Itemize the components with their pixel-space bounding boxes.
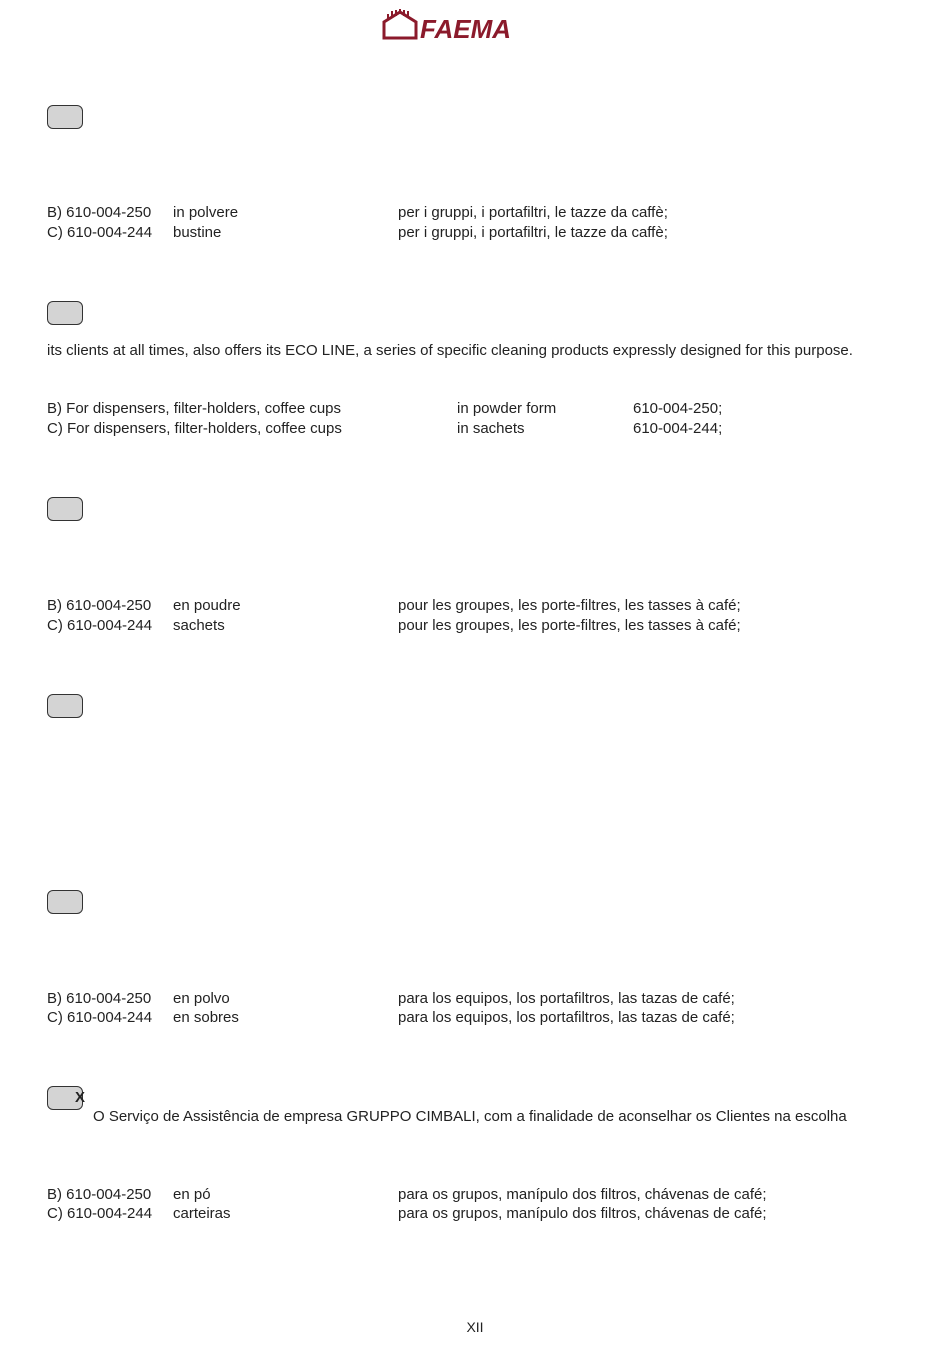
row-form: en sobres	[173, 1009, 239, 1026]
row-form: sachets	[173, 617, 225, 634]
row-code: C) 610-004-244	[47, 617, 153, 634]
brand-text: FAEMA	[420, 14, 511, 42]
row-use: para los equipos, los portafiltros, las tazas de café;	[398, 990, 735, 1007]
row-form: in polvere	[173, 204, 239, 221]
row-code: C) 610-004-244	[47, 224, 153, 241]
language-badge-fr	[47, 497, 83, 521]
faema-logo-mark	[382, 8, 570, 42]
section-intro: its clients at all times, also offers its ECO LINE, a series of specific cleaning products expressly designed for this purpose.	[47, 342, 853, 359]
language-badge-es	[47, 890, 83, 914]
row-code: B) 610-004-250	[47, 597, 152, 614]
row-code: B) 610-004-250	[47, 1186, 152, 1203]
row-use: per i gruppi, i portafiltri, le tazze da caffè;	[398, 224, 668, 241]
row-code: 610-004-250;	[633, 400, 723, 417]
row-form: bustine	[173, 224, 222, 241]
row-code: 610-004-244;	[633, 420, 723, 437]
row-form: en poudre	[173, 597, 241, 614]
row-code: C) 610-004-244	[47, 1205, 153, 1222]
row-form: en pó	[173, 1186, 211, 1203]
language-badge-en	[47, 301, 83, 325]
row-form: in powder form	[457, 400, 557, 417]
section-intro: O Serviço de Assistência de empresa GRUPPO CIMBALI, com a finalidade de aconselhar os Clientes na escolha	[93, 1108, 847, 1125]
row-use: para os grupos, manípulo dos filtros, chávenas de café;	[398, 1186, 767, 1203]
row-use: C) For dispensers, filter-holders, coffee cups	[47, 420, 342, 437]
row-form: carteiras	[173, 1205, 231, 1222]
row-use: per i gruppi, i portafiltri, le tazze da caffè;	[398, 204, 668, 221]
row-code: B) 610-004-250	[47, 204, 152, 221]
row-use: para os grupos, manípulo dos filtros, chávenas de café;	[398, 1205, 767, 1222]
row-form: in sachets	[457, 420, 525, 437]
faema-logo	[382, 8, 570, 42]
page-number: XII	[466, 1319, 484, 1335]
row-use: pour les groupes, les porte-filtres, les tasses à café;	[398, 617, 741, 634]
row-code: C) 610-004-244	[47, 1009, 153, 1026]
language-badge-it	[47, 105, 83, 129]
badge-mark: X	[75, 1089, 86, 1106]
row-code: B) 610-004-250	[47, 990, 152, 1007]
row-use: para los equipos, los portafiltros, las tazas de café;	[398, 1009, 735, 1026]
row-use: B) For dispensers, filter-holders, coffee cups	[47, 400, 342, 417]
language-badge-de	[47, 694, 83, 718]
row-form: en polvo	[173, 990, 230, 1007]
row-use: pour les groupes, les porte-filtres, les tasses à café;	[398, 597, 741, 614]
